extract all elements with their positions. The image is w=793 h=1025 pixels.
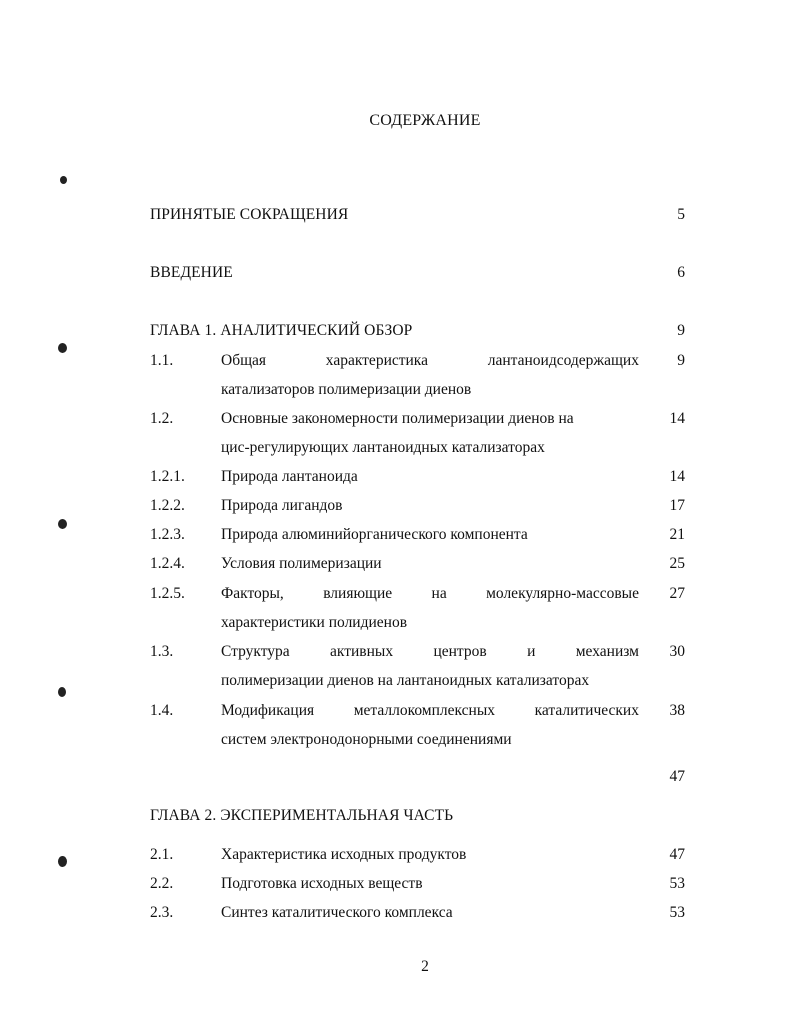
toc-entry-page: 38 <box>669 702 685 719</box>
toc-entry-line1 <box>221 637 639 666</box>
toc-entry-1-4 <box>150 696 685 754</box>
toc-entry-number: 1.2.1. <box>150 468 185 485</box>
toc-entry-page: 53 <box>669 904 685 921</box>
scan-speck <box>58 519 67 529</box>
word: характеристика <box>325 352 428 369</box>
toc-entry-line1: Условия полимеризации <box>221 555 382 572</box>
toc-entry-1-2 <box>150 404 685 462</box>
toc-entry-page: 14 <box>669 468 685 485</box>
word: Модификация <box>221 702 315 719</box>
toc-entry-label: ВВЕДЕНИЕ <box>150 264 233 281</box>
toc-entry-number: 1.4. <box>150 702 174 719</box>
scan-speck <box>58 687 66 697</box>
toc-entry-number: 1.2.3. <box>150 526 185 543</box>
toc-entry-label: ГЛАВА 2. ЭКСПЕРИМЕНТАЛЬНАЯ ЧАСТЬ <box>150 807 454 824</box>
toc-entry-page: 9 <box>677 352 685 369</box>
toc-entry-page: 47 <box>669 768 685 785</box>
toc-entry-number: 1.2.5. <box>150 585 185 602</box>
word: Факторы, <box>221 585 284 602</box>
toc-entry-number: 1.1. <box>150 352 174 369</box>
toc-entry-1-3 <box>150 637 685 695</box>
word: молекулярно-массовые <box>486 585 639 602</box>
toc-entry-line2: систем электронодонорными соединениями <box>221 731 512 748</box>
toc-entry-line1: Природа лантаноида <box>221 468 358 485</box>
toc-entry-line2: характеристики полидиенов <box>221 614 408 631</box>
toc-entry-line1 <box>221 579 639 608</box>
toc-entry-page: 53 <box>669 875 685 892</box>
toc-entry-number: 2.3. <box>150 904 174 921</box>
word: Общая <box>221 352 267 369</box>
toc-entry-number: 1.2.2. <box>150 497 185 514</box>
toc-entry-line1 <box>221 696 639 725</box>
scan-speck <box>58 856 67 867</box>
toc-entry-line2: катализаторов полимеризации диенов <box>221 381 472 398</box>
toc-entry-text <box>221 579 639 637</box>
toc-entry-text <box>221 696 639 754</box>
toc-entry-page: 17 <box>669 497 685 514</box>
toc-entry-text <box>221 346 639 404</box>
toc-entry-label: ГЛАВА 1. АНАЛИТИЧЕСКИЙ ОБЗОР <box>150 322 413 339</box>
toc-entry-line1: Характеристика исходных продуктов <box>221 846 467 863</box>
word: на <box>431 585 447 602</box>
word: металлокомплексных <box>353 702 496 719</box>
toc-entry-page: 5 <box>677 206 685 223</box>
page-title: СОДЕРЖАНИЕ <box>369 112 481 129</box>
toc-entry-line1 <box>221 346 639 375</box>
toc-entry-line1: Природа лигандов <box>221 497 343 514</box>
toc-entry-number: 2.1. <box>150 846 174 863</box>
scan-speck <box>60 176 67 184</box>
word: и <box>527 643 536 660</box>
toc-entry-page: 6 <box>677 264 685 281</box>
toc-entry-number: 1.2.4. <box>150 555 185 572</box>
toc-entry-page: 21 <box>669 526 685 543</box>
scan-speck <box>58 343 67 353</box>
toc-entry-line1: Основные закономерности полимеризации диенов на <box>221 410 574 427</box>
word: центров <box>433 643 487 660</box>
toc-entry-page: 9 <box>677 322 685 339</box>
word: активных <box>330 643 394 660</box>
toc-entry-page: 47 <box>669 846 685 863</box>
toc-entry-page: 30 <box>669 643 685 660</box>
toc-entry-1-1 <box>150 346 685 404</box>
toc-entry-text <box>221 637 639 695</box>
toc-entry-label: ПРИНЯТЫЕ СОКРАЩЕНИЯ <box>150 206 349 223</box>
word: лантаноидсодержащих <box>487 352 639 369</box>
toc-entry-line2: цис-регулирующих лантаноидных катализаторах <box>221 439 545 456</box>
toc-entry-1-2-5 <box>150 579 685 637</box>
word: Структура <box>221 643 290 660</box>
toc-entry-page: 25 <box>669 555 685 572</box>
toc-entry-line1: Природа алюминийорганического компонента <box>221 526 528 543</box>
word: влияющие <box>323 585 393 602</box>
toc-entry-number: 1.2. <box>150 410 174 427</box>
toc-entry-line2: полимеризации диенов на лантаноидных катализаторах <box>221 672 590 689</box>
toc-entry-number: 2.2. <box>150 875 174 892</box>
toc-entry-line1: Подготовка исходных веществ <box>221 875 423 892</box>
toc-entry-page: 14 <box>669 410 685 427</box>
page-number: 2 <box>421 958 429 975</box>
toc-entry-text <box>221 404 639 462</box>
word: каталитических <box>534 702 639 719</box>
word: механизм <box>575 643 639 660</box>
toc-entry-page: 27 <box>669 585 685 602</box>
toc-entry-line1: Синтез каталитического комплекса <box>221 904 453 921</box>
toc-entry-number: 1.3. <box>150 643 174 660</box>
